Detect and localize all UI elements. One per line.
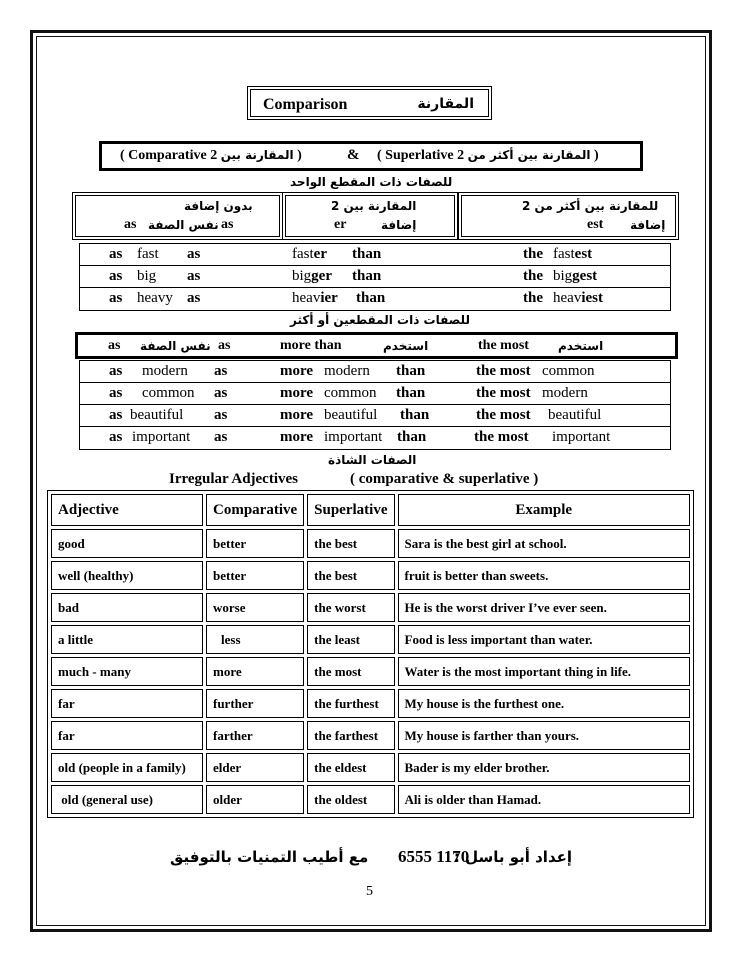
as-word: as [187, 246, 201, 262]
superlative-adjective: important [552, 429, 611, 445]
table-row [51, 689, 690, 718]
than-word: than [356, 290, 386, 306]
column-header: Example [398, 494, 691, 526]
table-row [51, 593, 690, 622]
table-row [80, 288, 670, 310]
as-word: as [214, 363, 228, 379]
header-superlative-suffix: est [587, 217, 604, 232]
table-cell: the worst [307, 593, 394, 622]
as-word: as [109, 268, 123, 284]
the-most-word: the most [476, 385, 531, 401]
multi-header-use2: استخدم [558, 339, 604, 353]
column-header: Adjective [51, 494, 203, 526]
adjective: big [137, 268, 157, 284]
the-most-word: the most [476, 363, 531, 379]
table-header-row [51, 494, 690, 526]
title-box [247, 86, 492, 120]
as-word: as [109, 429, 123, 445]
table-cell: Bader is my elder brother. [398, 753, 691, 782]
table-cell: better [206, 529, 304, 558]
multi-syllable-table [79, 360, 671, 450]
header-comparative-arabic: إضافة [381, 218, 417, 232]
more-word: more [280, 363, 314, 379]
title-english: Comparison [263, 96, 348, 113]
header-superlative-top: للمقارنة بين أكثر من 2 [522, 199, 659, 213]
multi-header-more-than: more than [280, 338, 342, 353]
adjective: fast [137, 246, 159, 262]
irregular-arabic-label: الصفات الشاذة [328, 453, 417, 467]
multi-header-the-most: the most [478, 338, 529, 353]
footer-credit [170, 848, 572, 872]
the-word: the [523, 290, 543, 306]
header-equal-as2: as [221, 217, 234, 232]
comparative-suffix: er [313, 246, 327, 262]
more-word: more [280, 407, 314, 423]
table-cell: the most [307, 657, 394, 686]
superlative-adjective: common [542, 363, 595, 379]
as-word: as [109, 385, 123, 401]
table-cell: older [206, 785, 304, 814]
table-cell: the least [307, 625, 394, 654]
table-cell: far [51, 721, 203, 750]
table-cell: Sara is the best girl at school. [398, 529, 691, 558]
header-equal-top: بدون إضافة [184, 199, 253, 213]
table-row [51, 625, 690, 654]
the-most-word: the most [474, 429, 529, 445]
table-cell: less [206, 625, 304, 654]
table-cell: elder [206, 753, 304, 782]
table-row [51, 561, 690, 590]
as-word: as [187, 290, 201, 306]
footer-author: إعداد أبو باسل : [453, 848, 572, 866]
footer-phone: 6555 1170 [398, 847, 470, 866]
comparative-suffix: ger [311, 268, 332, 284]
superlative-base: big [553, 268, 573, 284]
comparative-adjective: important [324, 429, 383, 445]
comparative-base: big [292, 268, 312, 284]
table-cell: My house is farther than yours. [398, 721, 691, 750]
as-word: as [214, 385, 228, 401]
header-box-comparative [285, 195, 455, 237]
than-word: than [400, 407, 430, 423]
adjective: beautiful [130, 407, 184, 423]
table-cell: old (people in a family) [51, 753, 203, 782]
than-word: than [396, 363, 426, 379]
table-row [80, 266, 670, 288]
multi-header-arabic: نفس الصفة [140, 339, 211, 353]
table-row [80, 244, 670, 266]
header-box-equal [75, 195, 280, 237]
multi-header-as2: as [218, 338, 231, 353]
than-word: than [352, 246, 382, 262]
as-word: as [187, 268, 201, 284]
multi-syllable-label: للصفات ذات المقطعين أو أكثر [290, 313, 470, 327]
table-cell: the best [307, 529, 394, 558]
table-cell: farther [206, 721, 304, 750]
comparative-base: fast [292, 246, 314, 262]
irregular-subtitle: ( comparative & superlative ) [350, 471, 539, 487]
adjective: important [132, 429, 191, 445]
table-cell: Food is less important than water. [398, 625, 691, 654]
multi-header-use1: استخدم [383, 339, 429, 353]
comparative-suffix: ier [320, 290, 338, 306]
table-cell: the farthest [307, 721, 394, 750]
than-word: than [396, 385, 426, 401]
comparative-adjective: common [324, 385, 377, 401]
table-row [80, 361, 670, 383]
header-box-superlative [461, 195, 676, 237]
header-equal-as1: as [124, 217, 137, 232]
table-cell: good [51, 529, 203, 558]
table-cell: the eldest [307, 753, 394, 782]
subtitle-box [99, 141, 643, 171]
table-row [51, 785, 690, 814]
table-cell: Water is the most important thing in life. [398, 657, 691, 686]
header-comparative-top: المقارنة بين 2 [331, 199, 417, 213]
multi-header-box [75, 332, 678, 359]
adjective: heavy [137, 290, 173, 306]
comparative-adjective: beautiful [324, 407, 378, 423]
table-row [51, 657, 690, 686]
as-word: as [109, 407, 123, 423]
subtitle-comparative: ( Comparative 2 المقارنة بين ) [120, 148, 302, 163]
table-cell: worse [206, 593, 304, 622]
table-row [51, 721, 690, 750]
table-cell: He is the worst driver I’ve ever seen. [398, 593, 691, 622]
subtitle-ampersand: & [347, 147, 360, 163]
header-superlative-arabic: إضافة [630, 218, 666, 232]
superlative-adjective: modern [542, 385, 588, 401]
table-cell: a little [51, 625, 203, 654]
table-cell: much - many [51, 657, 203, 686]
table-cell: better [206, 561, 304, 590]
the-word: the [523, 268, 543, 284]
single-syllable-label: للصفات ذات المقطع الواحد [290, 175, 453, 189]
than-word: than [397, 429, 427, 445]
superlative-adjective: beautiful [548, 407, 602, 423]
table-cell: My house is the furthest one. [398, 689, 691, 718]
header-comparative-suffix: er [334, 217, 347, 232]
as-word: as [109, 290, 123, 306]
table-cell: old (general use) [51, 785, 203, 814]
table-cell: further [206, 689, 304, 718]
adjective: modern [142, 363, 188, 379]
more-word: more [280, 385, 314, 401]
table-row [51, 529, 690, 558]
table-cell: well (healthy) [51, 561, 203, 590]
comparative-adjective: modern [324, 363, 370, 379]
more-word: more [280, 429, 314, 445]
comparative-base: heav [292, 290, 321, 306]
single-syllable-table [79, 243, 671, 311]
footer-wishes: مع أطيب التمنيات بالتوفيق [170, 848, 369, 866]
table-cell: fruit is better than sweets. [398, 561, 691, 590]
adjective: common [142, 385, 195, 401]
column-header: Superlative [307, 494, 394, 526]
as-word: as [214, 429, 228, 445]
the-word: the [523, 246, 543, 262]
as-word: as [109, 363, 123, 379]
table-cell: the furthest [307, 689, 394, 718]
superlative-base: fast [553, 246, 575, 262]
table-row [80, 427, 670, 449]
column-header: Comparative [206, 494, 304, 526]
table-row [80, 383, 670, 405]
table-cell: the best [307, 561, 394, 590]
the-most-word: the most [476, 407, 531, 423]
superlative-suffix: est [574, 246, 593, 262]
page-number: 5 [366, 884, 373, 899]
irregular-title: Irregular Adjectives [169, 471, 299, 487]
table-cell: more [206, 657, 304, 686]
superlative-suffix: iest [581, 290, 603, 306]
table-cell: the oldest [307, 785, 394, 814]
superlative-base: heav [553, 290, 582, 306]
as-word: as [109, 246, 123, 262]
as-word: as [214, 407, 228, 423]
multi-header-as1: as [108, 338, 121, 353]
title-arabic: المقارنة [417, 96, 474, 112]
superlative-suffix: gest [572, 268, 598, 284]
table-cell: far [51, 689, 203, 718]
table-row [80, 405, 670, 427]
table-cell: Ali is older than Hamad. [398, 785, 691, 814]
subtitle-superlative: ( Superlative 2 المقارنة بين أكثر من ) [377, 148, 599, 163]
table-row [51, 753, 690, 782]
header-equal-arabic: نفس الصفة [148, 218, 219, 232]
than-word: than [352, 268, 382, 284]
table-cell: bad [51, 593, 203, 622]
irregular-adjectives-table [47, 490, 694, 818]
